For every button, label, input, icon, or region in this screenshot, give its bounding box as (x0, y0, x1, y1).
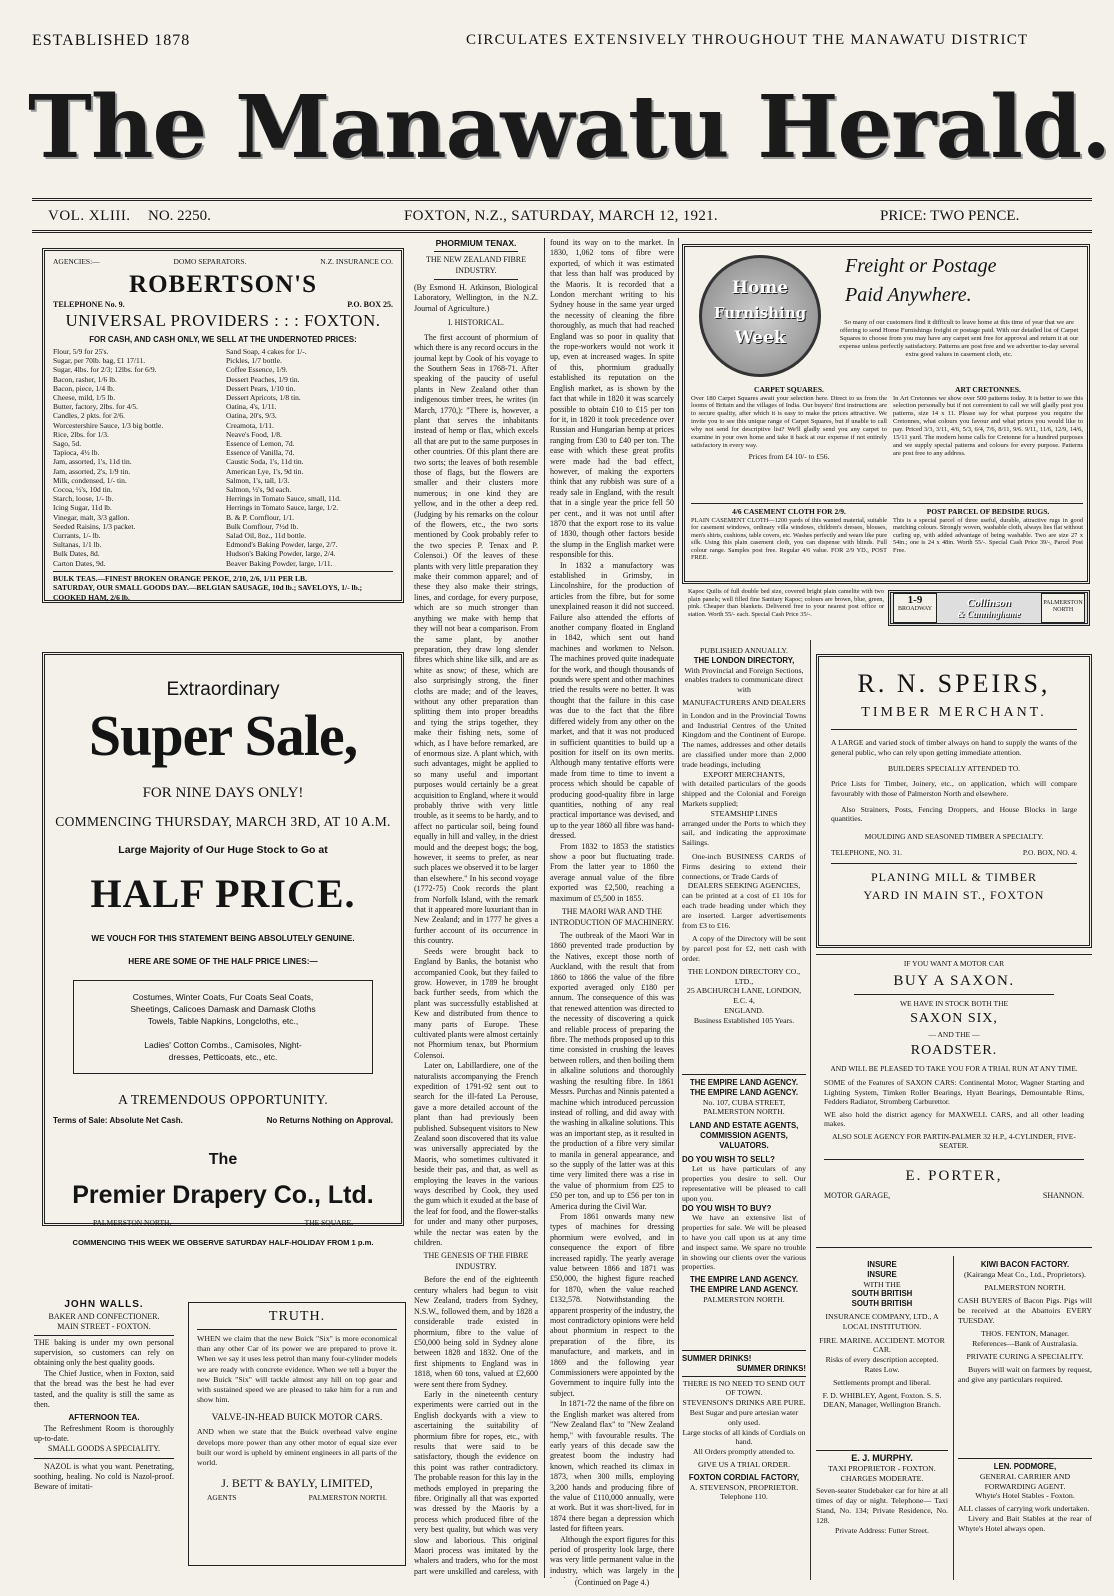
rugs-title: POST PARCEL OF BEDSIDE RUGS. (926, 507, 1050, 516)
phormium-p2: Seeds were brought back to England by Banks, the botanist who accompanied Cook, but they failed to grow. However, in 1789 he brought back further seeds, from which the plant was successfully established at Kew and distributed from thence to many parts of Europe. These cultivated plants were almost certainly not Phormium tenax, but Phormium Colensoi. (414, 946, 538, 1060)
collinson-location: PALMERSTON NORTH (1041, 593, 1085, 623)
established: ESTABLISHED 1878 (32, 32, 191, 49)
phormium-p11: In 1871-72 the name of the fibre on the English market was altered from "New Zealand flax" to "New Zealand hemp," with favourable results. The early years of this decade saw the greatest boom the industry had known, which reached its climax in 1873, when 300 mills, employing 3,200 hands and producing fibre of the value of £110,000 annually, were at work. But it was short-lived, for in 1874 there began a depression which lasted for fifteen years. (550, 1399, 674, 1534)
phormium-p12: Although the export figures for this period of prosperity look large, there was very little permanent value in the industry, which was largely in the (550, 1534, 674, 1575)
price-item: Neave's Food, 1/8. (226, 429, 282, 439)
empire-sell-q: DO YOU WISH TO SELL? (682, 1154, 775, 1164)
price-item: Carton Dates, 9d. (53, 558, 106, 568)
large-majority: Large Majority of Our Huge Stock to Go at (118, 844, 328, 856)
saxon-trial: AND WILL BE PLEASED TO TAKE YOU FOR A TRIAL RUN AT ANY TIME. (830, 1063, 1078, 1073)
badge-week: Week (734, 328, 786, 348)
robertsons-tel: TELEPHONE No. 9. (53, 299, 125, 309)
insure-t2: INSURE (867, 1269, 897, 1279)
kiwi-mgr: THOS. FENTON, Manager. (981, 1328, 1069, 1338)
kiwi-buyers: Buyers will wait on farmers by request, and give any particulars required. (958, 1365, 1092, 1384)
issue-number: NO. 2250. (148, 208, 211, 224)
insure-agent: F. D. WHIBLEY, Agent, Foxton. S. S. DEAN, Manager, Wellington Branch. (822, 1390, 942, 1410)
phormium-p6: found its way on to the market. In 1830, 1,062 tons of fibre were exported, of which it was estimated that less than half was produced by the Maoris. It is recorded that a London merchant writing to his Sydney house in the same year urged the necessity of cleaning the fibre thoroughly, as much that had reached England was so poor in quality that the rope-workers would not work it up, even at increased wages. In spite of this, phormium gradually established its reputation on the English market, as is shown by the fact that while in 1820 it was scarcely possible to obtain £10 to £15 per ton for it, in 1820 it took precedence over Russian and Hungarian hemp at prices ranging from £30 to £40 per ton. The ease with which these great profits were made had the bad effect, however, of making the exporters think that any rubbish was sure of a ready sale in England, with the result that in a single year the price fell 50 per cent., and it was not until after 1870 that the export rose to its value of 1830, though other factors beside the slump in the English market were responsible for this. (550, 238, 674, 560)
saxon-want: IF YOU WANT A MOTOR CAR (903, 959, 1005, 968)
price-item: Seeded Raisins, 1/3 packet. (53, 521, 136, 531)
dir-body2: with detailed particulars of the goods shipped and the Colonial and Foreign Markets supplied; (682, 779, 806, 808)
col-divider-2 (678, 238, 679, 1578)
badge-home: Home (731, 278, 789, 298)
price-item: Beaver Baking Powder, large, 1/11. (226, 558, 333, 568)
drinks-ad (682, 1350, 806, 1502)
cash-only: FOR CASH, AND CASH ONLY, WE SELL AT THE UNDERNOTED PRICES: (89, 335, 357, 344)
afternoon-tea: AFTERNOON TEA. (68, 1413, 140, 1423)
phormium-p1: The first account of phormium of which there is any record occurs in the journal kept by Cook of his voyage to the Southern Seas in 1768-71. After speaking of the paucity of useful plants in New Zealand other than indigenous timber trees, he writes (in March, 1770,): "There is, however, a plant that serves the inhabitants instead of hemp or flax, which excels all that are put to the same purposes in other countries. Of this plant there are two sorts; the leaves of both resemble those of flags, but the flowers are smaller and their clusters more numerous; in one kind they are yellow, and in the other a deep red. (Judging by his remarks on the colour of the flowers, etc., the two sorts mentioned by Cook probably refer to the two species P. Tenax and P. Colensoi.) Of the leaves of these plants with very little preparation they make their common apparel; and of these they also make their strings, lines, and cordage, for every purpose, which are so much stronger than anything we make with hemp that they will not bear a comparison. From the same plant, by another preparation, they draw long slender fibres which shine like silk, and are as white as snow; of these, which are also surprisingly strong, the finer cloths are made; and of the leaves, without any other preparation than splitting them into proper breadths and tying the strips together, they make their fishing nets, some of which, as I have before remarked, are of enormous size. A plant which, with such advantages, might be applied to so many useful and important purposes would certainly be a great acquisition to England, where it would probably thrive with very little trouble, as it seems to be hardy, and to affect no particular soil, being found equally in hill and valley, in the driest mould and the deepest bogs; the bog, however, it seems to prefer, as near such places we observed it to be larger than elsewhere." In his second voyage (1772-75) Cook records the plant from Norfolk Island, with the remark that it appeared more luxuriant than in New Zealand; and in 1777 he gives a further account of its occurrence in this country. (414, 332, 538, 946)
saxon-maxwell: WE also hold the district agency for MAXWELL CARS, and all other leading makes. (824, 1109, 1084, 1129)
price-item: American Lye, 1's, 9d tin. (226, 466, 304, 476)
phormium-sub: THE NEW ZEALAND FIBRE INDUSTRY. (425, 255, 527, 275)
half-price: HALF PRICE. (90, 871, 356, 916)
dir-with: With Provincial and Foreign Sections, (684, 665, 804, 675)
dir-body1: in London and in the Provincial Towns and Industrial Centres of the United Kingdom and the Continent of Europe. The names, addresses and other details are classified under more than 2,000 trade headings, including (682, 710, 806, 769)
phormium-p5: Early in the nineteenth century experiments were carried out in the English dockyards with a view to ascertaining the suitability of phormium fibre for ropes, etc., with results that were said to be satisfactory, though the evidence on this point was rather contradictory. The probable reason for this lay in the methods employed in preparing the fibre. Originally all that was exported was dressed by the Maoris by a process which produced fibre of the very best quality, but which was very slow and laborious. This original Maori process was imitated by the whalers and traders, who for the most part were unskilled and careless, with (414, 1389, 538, 1576)
drinks-orders: All Orders promptly attended to. (693, 1447, 795, 1457)
dir-steam: STEAMSHIP LINES (710, 808, 778, 818)
price-item: Oatina, 20's, 9/3. (226, 411, 277, 421)
masthead-title: The Manawatu Herald. (28, 77, 1111, 178)
price-item: Sultanas, 1/1 lb. (53, 540, 102, 550)
truth-ad (188, 1302, 406, 1566)
empire-t4: THE EMPIRE LAND AGENCY. (689, 1284, 798, 1294)
price-item: Currants, 1/- lb. (53, 531, 101, 541)
saxon-features: SOME of the Features of SAXON CARS: Continental Motor, Wagner Starting and Lighting System, Timken Roller Bearings, Hyatt Bearings, Demountable Rims, Fedders Radiator, Stromberg Carburettor. (824, 1078, 1084, 1107)
here-are: HERE ARE SOME OF THE HALF PRICE LINES:— (128, 957, 318, 966)
price-item: Herrings in Tomato Sauce, large, 1/2. (226, 503, 339, 513)
walls-street: MAIN STREET - FOXTON. (57, 1322, 151, 1332)
nine-days: FOR NINE DAYS ONLY! (142, 785, 304, 801)
podmore-livery: Livery and Bait Stables at the rear of Whyte's Hotel always open. (958, 1513, 1092, 1533)
kiwi-body: CASH BUYERS of Bacon Pigs. Pigs will be received at the Abattoirs EVERY TUESDAY. (958, 1296, 1092, 1325)
no-returns: No Returns Nothing on Approval. (266, 1116, 393, 1125)
kapoc-body: Kapoc Quilts of full double bed size, covered bright plain camelite with two plain panels; well filled fine Sanitary Kapoc; colours are brown, blue, green, pink. Cheaper than blankets. Delivered free to your nearest post office or station. Worth 55/- each. Special Cash Price 35/-. (688, 588, 884, 618)
terms: Terms of Sale: Absolute Net Cash. (53, 1116, 183, 1125)
empire-pn2: PALMERSTON NORTH. (703, 1294, 785, 1304)
rugs-body: This is a special parcel of three useful, durable, attractive rugs in good matching colours. Strongly woven, washable cloth, always lies flat without curling up, with added advantage of being washable. Two are size 27 x 54in.; one is 24 x 48in. Worth 55/-. Special Cash Price 39/-, Parcel Post Free. (893, 516, 1083, 554)
murphy-taxi: TAXI PROPRIETOR - FOXTON. (828, 1463, 936, 1473)
premier-square: THE SQUARE, (304, 1218, 353, 1227)
phormium-col-2 (550, 238, 674, 1578)
cretonnes-title: ART CRETONNES. (955, 385, 1021, 394)
insure-t1: INSURE (867, 1260, 897, 1269)
speirs-moulding: MOULDING AND SEASONED TIMBER A SPECIALTY. (864, 832, 1044, 842)
drinks-t2: SUMMER DRINKS! (736, 1363, 806, 1373)
phormium-p9: The outbreak of the Maori War in 1860 prevented trade production by the Natives, except those north of Auckland, with the result that from 1860 to 1866 the value of the fibre exported averaged only £180 per annum. The consequence of this was that renewed attention was directed to the necessity of discovering a quick and reliable process of preparing the fibre. The methods proposed up to this time consisted in crushing the leaves between rollers, and then boiling them in alkaline solutions and thoroughly washing the resulting fibre. In 1861 Messrs. Purchas and Ninnis patented a machine which introduced percussion instead of rolling, and did away with the washing in alkaline solutions. This was an important step, as it resulted in the production of a fibre very similar to manila in general appearance, and so the supply of the latter was at this time very limited there was a rise in the value of phormium from £25 to £50 per ton, and up to £56 per ton in America during the Civil War. (550, 931, 674, 1211)
dir-body5: can be printed at a cost of £1 10s for each trade heading under which they are inserted. Larger advertisements from £3 to £16. (682, 891, 806, 930)
insure-co: INSURANCE COMPANY, LTD., A LOCAL INSTITUTION. (825, 1311, 939, 1331)
podmore-trade: GENERAL CARRIER AND FORWARDING AGENT. (979, 1471, 1071, 1491)
kiwi-ad (958, 1260, 1092, 1385)
price-item: Edmond's Baking Powder, large, 2/7. (226, 540, 338, 550)
saxon-ad (816, 954, 1092, 1248)
phormium-byline: (By Esmond H. Atkinson, Biological Laboratory, Wellington, in the N.Z. Journal of Agriculture.) (414, 283, 538, 313)
dir-export: EXPORT MERCHANTS, (703, 769, 785, 779)
price-item: Oatina, 4's, 1/11. (226, 402, 277, 412)
price-item: Flour, 5/9 for 25's. (53, 347, 109, 356)
podmore-ad (958, 1458, 1092, 1534)
casement-body: PLAIN CASEMENT CLOTH—1200 yards of this wanted material, suitable for casement windows, ordinary villa windows, children's dresses, blouses, men's shirts, cushions, table covers, etc. Washes perfectly and wears like pure silk. Using this plain casement cloth, you can dispense with blinds. Full colour range. Samples post free. Regular 4/6 value. FOR 2/9 YD., POST FREE. (691, 516, 887, 561)
insure-types: FIRE. MARINE. ACCIDENT. MOTOR CAR. (819, 1335, 945, 1355)
kiwi-sub: (Kairanga Meat Co., Ltd., Proprietors). (964, 1269, 1086, 1279)
dir-body6: A copy of the Directory will be sent by parcel post for £2, nett cash with order. (682, 934, 806, 963)
price-item: Worcestershire Sauce, 1/3 big bottle. (53, 420, 164, 430)
saxon-shannon: SHANNON. (1042, 1190, 1084, 1200)
podmore-body: ALL classes of carrying work undertaken. (958, 1504, 1090, 1514)
drinks-need: THERE IS NO NEED TO SEND OUT OF TOWN. (682, 1378, 806, 1398)
collinson-banner (888, 590, 1090, 626)
dir-enables: enables traders to communicate direct with (684, 675, 804, 695)
price-item: Essence of Vanilla, 7d. (226, 448, 295, 458)
freight-heading (845, 255, 1083, 307)
truth-p1: WHEN we claim that the new Buick "Six" is more economical than any other Car of its power we are prepared to prove it. When we say it uses less petrol than many four-cylinder models we are ready with concrete evidence. When we tell a buyer the new Buick "Six" will tackle almost any hill on top gear and with sustained speed we are pleased to take him for a run and show him. (197, 1334, 397, 1405)
speirs-ad (816, 654, 1092, 948)
extraordinary: Extraordinary (166, 679, 280, 700)
commencing-week: COMMENCING THIS WEEK WE OBSERVE SATURDAY HALF-HOLIDAY FROM 1 p.m. (72, 1237, 374, 1247)
murphy-charges: CHARGES MODERATE. (840, 1473, 924, 1483)
phormium-genesis: THE GENESIS OF THE FIBRE INDUSTRY. (423, 1251, 529, 1271)
robertsons-box: P.O. BOX 25. (347, 299, 393, 309)
dir-est: Business Established 105 Years. (693, 1015, 795, 1025)
price-item: Cocoa, ½'s, 10d tin. (53, 485, 113, 495)
saxon-stock: WE HAVE IN STOCK BOTH THE (899, 998, 1009, 1008)
nz-ins-label: N.Z. INSURANCE CO. (320, 257, 393, 266)
price-item: B. & P. Cornflour, 1/1. (226, 512, 295, 522)
price-item: Salmon, ½'s, 9d each. (226, 485, 292, 495)
empire-ad (682, 1074, 806, 1305)
masthead-rule-bottom (32, 230, 1092, 233)
price: PRICE: TWO PENCE. (880, 208, 1020, 224)
speirs-tel: TELEPHONE, NO. 31. (831, 847, 903, 857)
price-item: Jam, assorted, 2's, 1/9 tin. (53, 466, 131, 476)
robertsons-name: ROBERTSON'S (129, 270, 317, 298)
phormium-p10: From 1861 onwards many new types of machines for dressing phormium were evolved, and in consequence the export of fibre increased rapidly. The yearly average value between 1866 and 1871 was £50,000, the highest figure reached for 1870, when the value reached £132,578. Notwithstanding the apparent prosperity of the industry, the most contradictory opinions were held about phormium in respect to the preparation of the fibre, its manufacture, and markets, and in 1869 and the following year Commissioners were appointed by the Government to inquire fully into the subject. (550, 1211, 674, 1398)
speirs-yard: YARD IN MAIN ST., FOXTON (863, 888, 1045, 903)
masthead-rule-top (32, 198, 1092, 201)
freight-line1: Freight or Postage (845, 255, 997, 277)
walls-refresh: The Refreshment Room is thoroughly up-to-date. (34, 1423, 174, 1444)
speirs-builders: BUILDERS SPECIALLY ATTENDED TO. (887, 763, 1021, 773)
price-item: Essence of Lemon, 7d. (226, 439, 295, 449)
dir-pub: PUBLISHED ANNUALLY. (700, 646, 788, 655)
empire-t3: THE EMPIRE LAND AGENCY. (689, 1275, 798, 1285)
drinks-t1: SUMMER DRINKS! (682, 1354, 752, 1363)
price-item: Cheese, mild, 1/5 lb. (53, 393, 116, 403)
price-item: Milk, condensed, 1/- tin. (53, 475, 127, 485)
price-item: Rice, 2lbs. for 1/3. (53, 429, 109, 439)
kapoc-quilts (688, 588, 884, 618)
agencies-label: AGENCIES:— (53, 257, 100, 266)
super-sale-heading: Super Sale, (88, 703, 358, 768)
domo-label: DOMO SEPARATORS. (173, 257, 247, 266)
empire-buy-b: We have an extensive list of properties for sale. We will be pleased to have you call upon us at any time and inspect same. We spare no trouble in showing our clients over the various properties. (682, 1213, 806, 1272)
kiwi-title: KIWI BACON FACTORY. (980, 1260, 1070, 1269)
phormium-p3: Later on, Labillardiere, one of the naturalists accompanying the French expedition of 1791-92 sent out to search for the ill-fated La Perouse, gave a more detailed account of the plant than had previously been published. Subsequent visitors to New Zealand soon discovered that its value was universally appreciated by the Maoris, who sometimes cultivated it beside their pas, and that, as well as employing the leaves in the various ways described by Cook, they used the gum which it exuded at the base of the leaf for food, and the flower-stalks for under and many other purposes, while the nectar was eaten by the children. (414, 1061, 538, 1248)
insure-settle: Settlements prompt and liberal. (833, 1377, 931, 1387)
home-furnishing-badge (699, 255, 821, 377)
dir-eng: ENGLAND. (724, 1005, 764, 1015)
insure-sb2: SOUTH BRITISH (851, 1299, 913, 1309)
price-item: Caustic Soda, 1's, 11d tin. (226, 457, 304, 467)
col-divider-1 (544, 238, 545, 1578)
saxon-and: — AND THE — (928, 1030, 980, 1039)
bulk-teas: BULK TEAS.—FINEST BROKEN ORANGE PEKOE, 2/10, 2/6, 1/11 PER LB. (53, 573, 307, 583)
price-list-left (53, 347, 220, 568)
casement-title: 4/6 CASEMENT CLOTH FOR 2/9. (732, 507, 846, 516)
walls-body: THE baking is under my own personal supervision, so customers can rely on obtaining only the best quality goods. (34, 1337, 174, 1368)
speirs-box: P.O. BOX, NO. 4. (1022, 847, 1077, 857)
continued: (Continued on Page 4.) (550, 1578, 674, 1589)
valve-in-head: VALVE-IN-HEAD BUICK MOTOR CARS. (211, 1413, 383, 1424)
empire-t2: THE EMPIRE LAND AGENCY. (689, 1087, 798, 1097)
premier-drapery: Premier Drapery Co., Ltd. (72, 1181, 374, 1209)
super-sale-ad (42, 652, 404, 1247)
price-list-right (226, 347, 393, 568)
speirs-body: A LARGE and varied stock of timber always on hand to supply the wants of the general public, who can rely upon getting immediate attention. (831, 738, 1077, 757)
saxon-six: SAXON SIX, (910, 1011, 998, 1026)
phormium-historical: I. HISTORICAL. (447, 318, 505, 328)
price-item: Herrings in Tomato Sauce, small, 11d. (226, 494, 341, 504)
empire-addr: No. 107, CUBA STREET, (702, 1097, 786, 1107)
murphy-ad (816, 1450, 948, 1535)
price-item: Salmon, 1's, tall, 1/3. (226, 475, 290, 485)
insure-risks: Risks of every description accepted. Rates Low. (825, 1355, 939, 1374)
furnishing-ad (682, 244, 1090, 584)
saxon-roadster: ROADSTER. (910, 1042, 998, 1058)
cretonnes-body: In Art Cretonnes we show over 500 patterns today. It is better to see this selection personally but if not convenient to call we will gladly post you patterns, size 14 x 11. Please say for what purpose you require the Cretonnes, what colours you favour and what prices you would like to pay. Priced 3/3, 3/11, 4/6, 5/3, 6/4, 7/6, 8/11, 9/6. 9/11, 11/6, 12/9, 14/6, 15/11 yard. The modern home calls for Cretonne for a hundred purposes and we supply special patterns and colours for every purpose. Patterns are post free to any address. (893, 394, 1083, 457)
lines-4: Ladies' Cotton Combs., Camisoles, Night- (144, 1040, 302, 1050)
saturday-small-goods: SATURDAY, OUR SMALL GOODS DAY.—BELGIAN SAUSAGE, 10d lb.; SAVELOYS, 1/- lb.; COOKED HAM, 2/6 lb. (53, 583, 363, 602)
price-item: Sugar, per 70lb. bag, £1 17/11. (53, 356, 146, 366)
saxon-porter: E. PORTER, (905, 1167, 1003, 1184)
price-item: Hudson's Baking Powder, large, 2/4. (226, 549, 336, 559)
kiwi-ref: References—Bank of Australasia. (972, 1338, 1078, 1348)
phormium-p7: In 1832 a manufactory was established in Grimsby, in Lincolnshire, for the production of articles from the fibre, but for some unexplained reason it did not succeed. Failure also attended the efforts of another company floated in England in 1842, which sent out hand machines and workmen to Nelson. The machines proved quite inadequate for the work, and though thousands of pounds were spent and other machines tried the results were no better. It was thought that the failure in this case was due to the fact that the fibre differed widely from any other on the market, and that it was not produced in sufficient quantities to build up a position for itself on its own merits. Although many tentative efforts were made from time to time to invent a process which should be capable of producing good-quality fibre in large quantities, nothing of any real practical importance was devised, and up to the year 1860 all fibre was hand-dressed. (550, 560, 674, 841)
drinks-stev: STEVENSON'S DRINKS ARE PURE. (682, 1398, 806, 1408)
dir-body3: arranged under the Ports to which they sail, and indicating the approximate Sailings. (682, 818, 806, 848)
price-item: Jam, assorted, 1's, 11d tin. (53, 457, 132, 467)
col-divider-4 (953, 1256, 954, 1580)
col-divider-3 (810, 640, 811, 1580)
price-item: Sand Soap, 4 cakes for 1/-. (226, 347, 307, 356)
price-item: Dessert Peaches, 1/9 tin. (226, 374, 300, 384)
price-item: Dessert Pears, 1/10 tin. (226, 383, 296, 393)
drinks-prop: A. STEVENSON, PROPRIETOR. (689, 1482, 799, 1492)
cunninghame-name: & Cunninghame (957, 609, 1021, 619)
dateline: FOXTON, N.Z., SATURDAY, MARCH 12, 1921. (404, 208, 718, 224)
collinson-name: Collinson (966, 597, 1012, 609)
drinks-tel: Telephone 110. (720, 1492, 768, 1502)
empire-buy-q: DO YOU WISH TO BUY? (682, 1203, 772, 1213)
price-item: Dessert Apricots, 1/8 tin. (226, 393, 301, 403)
dir-dealers: DEALERS SEEKING AGENCIES, (687, 881, 801, 891)
truth-p2: AND when we state that the Buick overhead valve engine develops more power than any other motor of equal size ever built our word is upheld by eminent engineers in all parts of the world. (197, 1427, 397, 1468)
phormium-p4: Before the end of the eighteenth century whalers had begun to visit New Zealand, traders from Sydney, N.S.W., followed them, and by 1828 a considerable trade existed in phormium, fibre to the value of £50,000 being sold in Sydney alone between 1828 and 1832. One of the first shipments to England was in 1818, when 60 tons, valued at £2,600 were sent there from Sydney. (414, 1275, 538, 1389)
drinks-factory: FOXTON CORDIAL FACTORY, (688, 1472, 800, 1482)
dir-manu: MANUFACTURERS AND DEALERS (682, 697, 806, 707)
universal-providers: UNIVERSAL PROVIDERS : : : FOXTON. (65, 311, 381, 330)
truth-title: TRUTH. (268, 1309, 326, 1324)
volume: VOL. XLIII. (48, 208, 131, 224)
price-item: Tapioca, 4½ lb. (53, 448, 100, 458)
phormium-col-1 (414, 238, 538, 1578)
dir-co: THE LONDON DIRECTORY CO., LTD., (687, 966, 801, 986)
insure-sb1: SOUTH BRITISH (851, 1289, 913, 1299)
speirs-also: Also Strainers, Posts, Fencing Droppers, and House Blocks in large quantities. (831, 804, 1077, 824)
empire-pn: PALMERSTON NORTH. (703, 1107, 785, 1117)
phormium-maori: THE MAORI WAR AND THE INTRODUCTION OF MACHINERY. (550, 907, 674, 927)
price-item: Starch, loose, 1/- lb. (53, 494, 114, 504)
bedside-rugs (893, 507, 1083, 554)
price-item: Vinegar, malt, 3/3 gallon. (53, 512, 130, 522)
dir-body4: One-inch BUSINESS CARDS of Firms desiring to extend their connections, or Trade Cards of (682, 851, 806, 881)
kiwi-pn: PALMERSTON NORTH. (984, 1282, 1066, 1292)
robertsons-ad (42, 248, 404, 603)
murphy-name: E. J. MURPHY. (851, 1453, 913, 1463)
lines-5: dresses, Petticoats, etc., etc. (168, 1052, 278, 1062)
broadway-label: BROADWAY (897, 606, 933, 612)
walls-trade: BAKER AND CONFECTIONER. (48, 1312, 160, 1322)
empire-sell-b: Let us have particulars of any properties you desire to sell. Our representative will be pleased to call upon you. (682, 1164, 806, 1203)
circulates: CIRCULATES EXTENSIVELY THROUGHOUT THE MANAWATU DISTRICT (466, 32, 1029, 48)
lines-1: Costumes, Winter Coats, Fur Coats Seal Coats, (132, 992, 314, 1002)
price-item: Coffee Essence, 1/9. (226, 365, 288, 375)
price-item: Bacon, piece, 1/4 lb. (53, 383, 115, 393)
empire-land: LAND AND ESTATE AGENTS, COMMISSION AGENTS, VALUATORS. (689, 1121, 799, 1150)
dir-addr: 25 ABCHURCH LANE, LONDON, E.C. 4, (686, 986, 802, 1006)
half-price-lines (73, 980, 373, 1074)
speirs-name: R. N. SPEIRS, (857, 669, 1051, 698)
vouch: WE VOUCH FOR THIS STATEMENT BEING ABSOLUTELY GENUINE. (91, 934, 355, 943)
lines-2: Sheetings, Calicoes Damask and Damask Cloths (130, 1004, 316, 1014)
casement-cloth (691, 507, 887, 562)
freight-line2: Paid Anywhere. (845, 284, 972, 306)
premier-location: PALMERSTON NORTH. (93, 1218, 172, 1227)
phormium-p8: From 1832 to 1853 the statistics show a poor but fluctuating trade. From the latter year to 1860 the average annual value of the fibre exported was £2,500, reaching a maximum of £5,500 in 1855. (550, 841, 674, 903)
carpet-prices: Prices from £4 10/- to £56. (748, 451, 830, 461)
drinks-stock: Large stocks of all kinds of Cordials on hand. (682, 1427, 806, 1447)
walls-chief: The Chief Justice, when in Foxton, said that the bread was the best he had ever tasted, and the quality is still the same as then. (34, 1368, 174, 1410)
podmore-whyte: Whyte's Hotel Stables - Foxton. (975, 1491, 1075, 1501)
price-item: Candles, 2 pkts. for 2/6. (53, 411, 125, 421)
bett-bayly: J. BETT & BAYLY, LIMITED, (221, 1476, 373, 1491)
insure-with: WITH THE (863, 1279, 901, 1289)
art-cretonnes (893, 385, 1083, 458)
saxon-partin: ALSO SOLE AGENCY FOR PARTIN-PALMER 32 H.P., 4-CYLINDER, FIVE-SEATER. (832, 1131, 1076, 1151)
podmore-name: LEN. PODMORE, (993, 1462, 1057, 1471)
speirs-prices: Price Lists for Timber, Joinery, etc., on application, which will compare favourably with those of Palmerston North and elsewhere. (831, 779, 1077, 798)
commencing-thursday: COMMENCING THURSDAY, MARCH 3RD, AT 10 A.M. (55, 814, 391, 829)
price-item: Bacon, rasher, 1/6 lb. (53, 374, 117, 384)
price-item: Butter, factory, 2lbs. for 4/5. (53, 402, 139, 412)
drinks-trial: GIVE US A TRIAL ORDER. (697, 1459, 791, 1469)
speirs-trade: TIMBER MERCHANT. (861, 705, 1047, 720)
murphy-body: Seven-seater Studebaker car for hire at all times of day or night. Telephone— Taxi Stand, No. 134; Private Residence, No. 128. (816, 1486, 948, 1525)
carpet-squares (691, 385, 887, 461)
dir-title: THE LONDON DIRECTORY, (693, 655, 795, 665)
phormium-title: PHORMIUM TENAX. (435, 238, 517, 248)
saxon-garage: MOTOR GARAGE, (824, 1190, 891, 1200)
walls-name: JOHN WALLS. (64, 1299, 144, 1310)
carpet-title: CARPET SQUARES. (754, 385, 824, 394)
murphy-private: Private Address: Futter Street. (835, 1525, 929, 1535)
broadway-box (893, 593, 937, 623)
walls-ad (34, 1300, 174, 1493)
tremendous: A TREMENDOUS OPPORTUNITY. (118, 1092, 328, 1107)
price-item: Sago, 5d. (53, 439, 82, 449)
badge-furnishing: Furnishing (713, 304, 807, 322)
kiwi-private: PRIVATE CURING A SPECIALITY. (966, 1352, 1084, 1362)
lines-3: Towels, Table Napkins, Longcloths, etc., (147, 1016, 299, 1026)
empire-t1: THE EMPIRE LAND AGENCY. (689, 1078, 798, 1087)
price-item: Bulk Cornflour, 7½d lb. (226, 521, 299, 531)
walls-small: SMALL GOODS A SPECIALITY. (47, 1444, 160, 1454)
the-premier: The (208, 1151, 238, 1168)
speirs-planing: PLANING MILL & TIMBER (871, 870, 1037, 885)
insure-ad (816, 1260, 948, 1410)
price-item: Creamota, 1/11. (226, 420, 274, 430)
carpet-body: Over 180 Carpet Squares await your selection here. Direct to us from the looms of Britain and the villages of India. Our buyers' first instructions are to secure quality, after which it is easy to make the prices attractive. We invite you to see this unique range of Carpet Squares, but if unable to call why not send for descriptive list? We'll gladly send you any carpet to examine in your own home and take it back at our expense if not entirely satisfactory in every way. (691, 394, 887, 449)
bett-agents: AGENTS (207, 1493, 237, 1503)
nazol: NAZOL is what you want. Penetrating, soothing, healing. No cold is Nazol-proof. Beware of imitati- (34, 1461, 174, 1492)
broadway-num: 1-9 (907, 594, 923, 606)
price-item: Pickles, 1/7 bottle. (226, 356, 282, 366)
furnishing-intro: So many of our customers find it difficult to leave home at this time of year that we are offering to send Home Furnishings freight or postage paid. With our detailed list of Carpet Squares to choose from you may have any carpet sent free for approval and return it at our expense unless perfectly satisfactory. Patterns are post free and we advertise to-day several extra good values in casement cloth, etc. (839, 319, 1079, 358)
saxon-buy: BUY A SAXON. (893, 972, 1015, 989)
price-item: Sugar, 4lbs. for 2/3; 12lbs. for 6/9. (53, 365, 157, 375)
drinks-sugar: Best Sugar and pure artesian water only used. (689, 1407, 799, 1427)
price-item: Bulk Dates, 8d. (53, 549, 100, 559)
price-item: Icing Sugar, 11d lb. (53, 503, 112, 513)
bett-location: PALMERSTON NORTH. (308, 1493, 387, 1503)
directory-ad (682, 646, 806, 1025)
price-item: Salad Oil, 8oz., 11d bottle. (226, 531, 307, 541)
